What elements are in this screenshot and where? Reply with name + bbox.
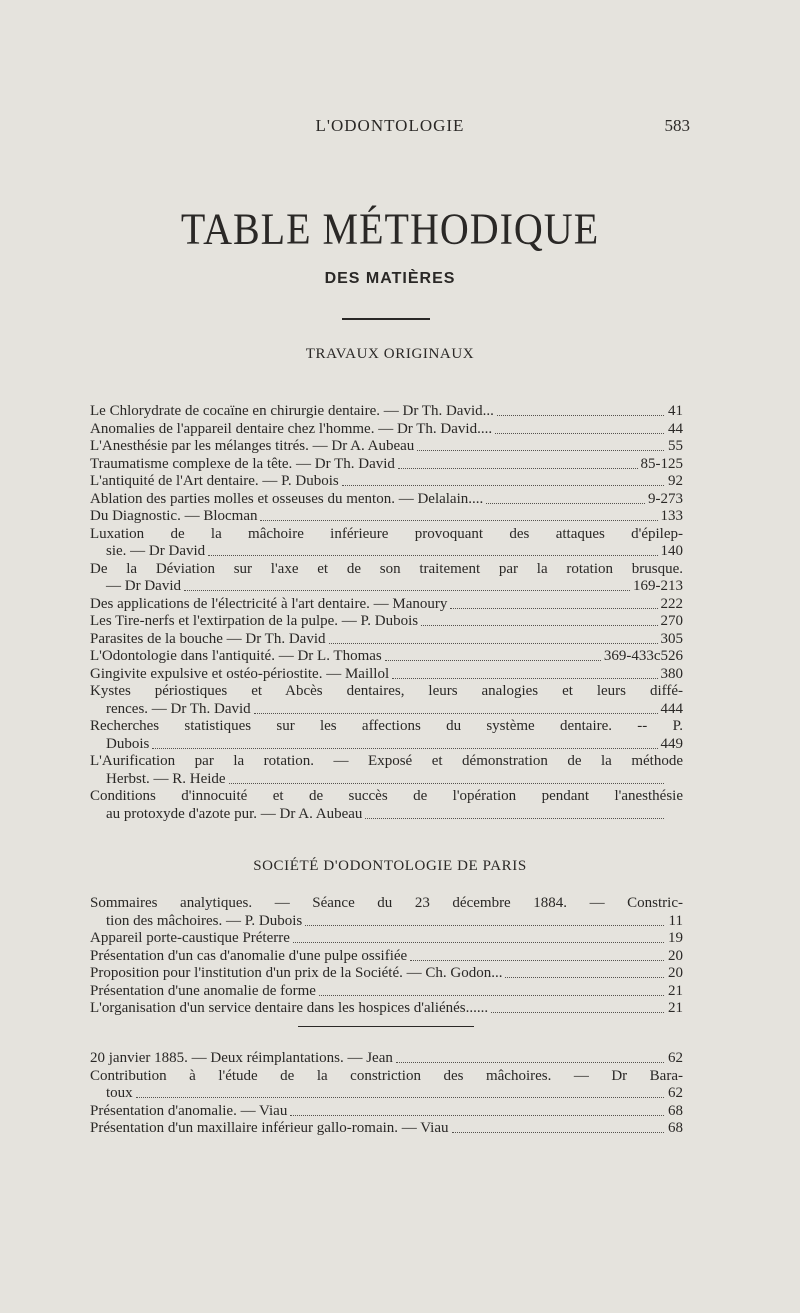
toc-entry (90, 753, 683, 788)
toc-entry-text: L'Odontologie dans l'antiquité. — Dr L. Thomas (90, 648, 382, 664)
toc-entry (90, 895, 683, 930)
toc-entry-line (90, 1120, 683, 1138)
toc-entry-line (90, 718, 683, 736)
toc-entry (90, 948, 683, 966)
dot-leader (491, 1012, 664, 1013)
toc-entry-text: Sommaires analytiques. — Séance du 23 décembre 1884. — Constric- (90, 895, 683, 911)
toc-entry-text: Parasites de la bouche — Dr Th. David (90, 630, 326, 647)
toc-entry-line (90, 683, 683, 701)
dot-leader (396, 1062, 664, 1063)
dot-leader (421, 625, 657, 626)
toc-entry-line (90, 596, 683, 614)
toc-entry-text: Présentation d'un cas d'anomalie d'une pulpe ossifiée (90, 947, 408, 964)
toc-entry-text: Présentation d'une anomalie de forme (90, 982, 316, 999)
toc-entry-line (90, 648, 683, 666)
dot-leader (152, 748, 657, 749)
dot-leader (260, 520, 657, 521)
toc-entry (90, 666, 683, 684)
toc-list-travaux (90, 403, 683, 823)
toc-entry (90, 683, 683, 718)
toc-entry-line (90, 526, 683, 544)
toc-list-societe (90, 895, 683, 1018)
toc-entry-line (90, 913, 683, 931)
dot-leader (229, 783, 664, 784)
dot-leader (342, 485, 664, 486)
toc-entry-text: rences. — Dr Th. David (106, 700, 251, 717)
toc-entry-text: Présentation d'anomalie. — Viau (90, 1102, 288, 1119)
toc-entry-line (90, 473, 683, 491)
main-title: TABLE MÉTHODIQUE (180, 203, 600, 254)
toc-entry-text: Présentation d'un maxillaire inférieur gallo-romain. — Viau (90, 1120, 449, 1136)
toc-entry-page: 41 (668, 403, 683, 419)
toc-entry (90, 1068, 683, 1103)
toc-entry-line (90, 1000, 683, 1018)
toc-entry-text: Herbst. — R. Heide (106, 770, 226, 787)
section-heading-travaux: TRAVAUX ORIGINAUX (305, 346, 475, 362)
running-head (90, 116, 690, 138)
toc-entry-line (90, 613, 683, 631)
section-heading-societe: SOCIÉTÉ D'ODONTOLOGIE DE PARIS (253, 858, 527, 874)
toc-entry (90, 965, 683, 983)
toc-entry-page: 305 (660, 630, 683, 647)
toc-entry-text: sie. — Dr David (106, 543, 206, 559)
toc-entry-page: 85-125 (640, 455, 683, 472)
page-number: 583 (664, 116, 690, 135)
dot-leader (208, 555, 657, 556)
toc-list-janvier (90, 1050, 683, 1138)
toc-entry-text: Appareil porte-caustique Préterre (90, 930, 290, 946)
toc-entry-text: Dubois (106, 735, 150, 752)
dot-leader (305, 925, 664, 926)
toc-entry-line (90, 1085, 683, 1103)
toc-entry (90, 718, 683, 753)
toc-entry-text: Kystes périostiques et Abcès dentaires, leurs analogies et leurs diffé- (90, 683, 683, 699)
toc-entry-text: Gingivite expulsive et ostéo-périostite. — Maillol (90, 665, 390, 682)
dot-leader (497, 415, 664, 416)
toc-entry-line (90, 666, 683, 684)
toc-entry-line (90, 561, 683, 579)
toc-entry-text: L'organisation d'un service dentaire dans les hospices d'aliénés...... (90, 1000, 489, 1016)
dot-leader (319, 995, 664, 996)
toc-entry-page: 20 (668, 965, 683, 981)
toc-entry-text: au protoxyde d'azote pur. — Dr A. Aubeau (106, 805, 363, 822)
toc-entry-page: 140 (660, 543, 683, 559)
dot-leader (450, 608, 657, 609)
toc-entry-text: — Dr David (106, 578, 181, 594)
toc-entry (90, 788, 683, 823)
toc-entry-text: De la Déviation sur l'axe et de son traitement par la rotation brusque. (90, 560, 683, 577)
dot-leader (417, 450, 664, 451)
dot-leader (410, 960, 664, 961)
toc-entry (90, 983, 683, 1001)
toc-entry-line (90, 736, 683, 754)
toc-entry-page: 380 (660, 665, 683, 682)
toc-entry (90, 596, 683, 614)
toc-entry-page: 169-213 (633, 578, 683, 594)
toc-entry-text: L'Anesthésie par les mélanges titrés. — Dr A. Aubeau (90, 438, 415, 454)
toc-entry-line (90, 771, 683, 789)
toc-entry-text: Conditions d'innocuité et de succès de l'opération pendant l'anesthésie (90, 788, 683, 804)
toc-entry-page: 9-273 (648, 490, 683, 507)
toc-entry-text: L'Aurification par la rotation. — Exposé et démonstration de la méthode (90, 753, 683, 769)
dot-leader (293, 942, 664, 943)
toc-entry-page: 92 (668, 473, 683, 489)
toc-entry-text: Anomalies de l'appareil dentaire chez l'homme. — Dr Th. David.... (90, 420, 493, 437)
toc-entry-text: 20 janvier 1885. — Deux réimplantations. — Jean (90, 1050, 393, 1066)
dot-leader (365, 818, 664, 819)
toc-entry-page: 21 (668, 1000, 683, 1016)
toc-entry-text: Recherches statistiques sur les affections du système dentaire. -- P. (90, 718, 683, 734)
toc-entry-line (90, 438, 683, 456)
dot-leader (505, 977, 664, 978)
toc-entry-line (90, 753, 683, 771)
dot-leader (385, 660, 601, 661)
toc-entry (90, 648, 683, 666)
toc-entry-page: 62 (668, 1050, 683, 1066)
toc-entry-text: Des applications de l'électricité à l'art dentaire. — Manoury (90, 595, 448, 612)
toc-entry (90, 1000, 683, 1018)
toc-entry (90, 438, 683, 456)
dot-leader (486, 503, 645, 504)
toc-entry-text: Le Chlorydrate de cocaïne en chirurgie dentaire. — Dr Th. David... (90, 403, 494, 419)
toc-entry-page: 68 (668, 1120, 683, 1136)
toc-entry (90, 403, 683, 421)
sub-title: DES MATIÈRES (324, 270, 456, 287)
toc-entry-line (90, 1050, 683, 1068)
toc-entry (90, 491, 683, 509)
toc-entry-text: L'antiquité de l'Art dentaire. — P. Dubois (90, 473, 339, 489)
toc-entry-page: 369-433c526 (603, 648, 683, 664)
toc-entry-line (90, 895, 683, 913)
toc-entry-page: 20 (668, 947, 683, 964)
toc-entry-text: Contribution à l'étude de la constriction des mâchoires. — Dr Bara- (90, 1067, 683, 1084)
toc-entry-line (90, 1103, 683, 1121)
toc-entry-page: 44 (668, 420, 683, 437)
dot-leader (136, 1097, 664, 1098)
toc-entry-line (90, 1068, 683, 1086)
toc-entry-line (90, 456, 683, 474)
toc-entry-line (90, 806, 683, 824)
dot-leader (290, 1115, 664, 1116)
toc-entry (90, 1050, 683, 1068)
toc-entry (90, 631, 683, 649)
toc-entry-page: 222 (660, 595, 683, 612)
toc-entry-line (90, 965, 683, 983)
toc-entry-page: 133 (660, 508, 683, 524)
toc-entry-text: toux (106, 1085, 133, 1101)
toc-entry-page: 19 (668, 930, 683, 946)
dot-leader (184, 590, 630, 591)
dot-leader (254, 713, 658, 714)
toc-entry-line (90, 491, 683, 509)
toc-entry (90, 613, 683, 631)
dot-leader (392, 678, 657, 679)
toc-entry-line (90, 543, 683, 561)
section-rule (298, 1026, 474, 1027)
toc-entry-line (90, 930, 683, 948)
running-title: L'ODONTOLOGIE (315, 116, 465, 135)
toc-entry (90, 508, 683, 526)
toc-entry (90, 526, 683, 561)
toc-entry-page: 270 (660, 613, 683, 629)
toc-entry-text: Ablation des parties molles et osseuses du menton. — Delalain.... (90, 490, 484, 507)
toc-entry-page: 11 (668, 912, 683, 929)
toc-entry-text: Proposition pour l'institution d'un prix de la Société. — Ch. Godon... (90, 965, 503, 981)
toc-entry-text: Luxation de la mâchoire inférieure provoquant des attaques d'épilep- (90, 525, 683, 542)
dot-leader (329, 643, 658, 644)
toc-entry-line (90, 983, 683, 1001)
toc-entry (90, 1103, 683, 1121)
toc-entry-page: 55 (668, 438, 683, 454)
toc-entry (90, 561, 683, 596)
toc-entry-page: 444 (660, 700, 683, 717)
toc-entry-line (90, 948, 683, 966)
toc-entry-line (90, 788, 683, 806)
toc-entry-line (90, 508, 683, 526)
toc-entry-page: 21 (668, 982, 683, 999)
toc-entry-text: tion des mâchoires. — P. Dubois (106, 912, 303, 929)
toc-entry (90, 456, 683, 474)
toc-entry-line (90, 578, 683, 596)
dot-leader (398, 468, 638, 469)
toc-entry-line (90, 403, 683, 421)
toc-entry (90, 473, 683, 491)
dot-leader (452, 1132, 664, 1133)
toc-entry (90, 421, 683, 439)
toc-entry-page: 449 (660, 735, 683, 752)
toc-entry-text: Les Tire-nerfs et l'extirpation de la pulpe. — P. Dubois (90, 613, 419, 629)
toc-entry-line (90, 631, 683, 649)
toc-entry-line (90, 701, 683, 719)
toc-entry-page: 68 (668, 1102, 683, 1119)
toc-entry (90, 930, 683, 948)
dot-leader (495, 433, 664, 434)
toc-entry-text: Traumatisme complexe de la tête. — Dr Th. David (90, 455, 395, 472)
toc-entry-page: 62 (668, 1085, 683, 1101)
toc-entry-line (90, 421, 683, 439)
title-rule (342, 318, 430, 320)
toc-entry (90, 1120, 683, 1138)
toc-entry-text: Du Diagnostic. — Blocman (90, 508, 258, 524)
